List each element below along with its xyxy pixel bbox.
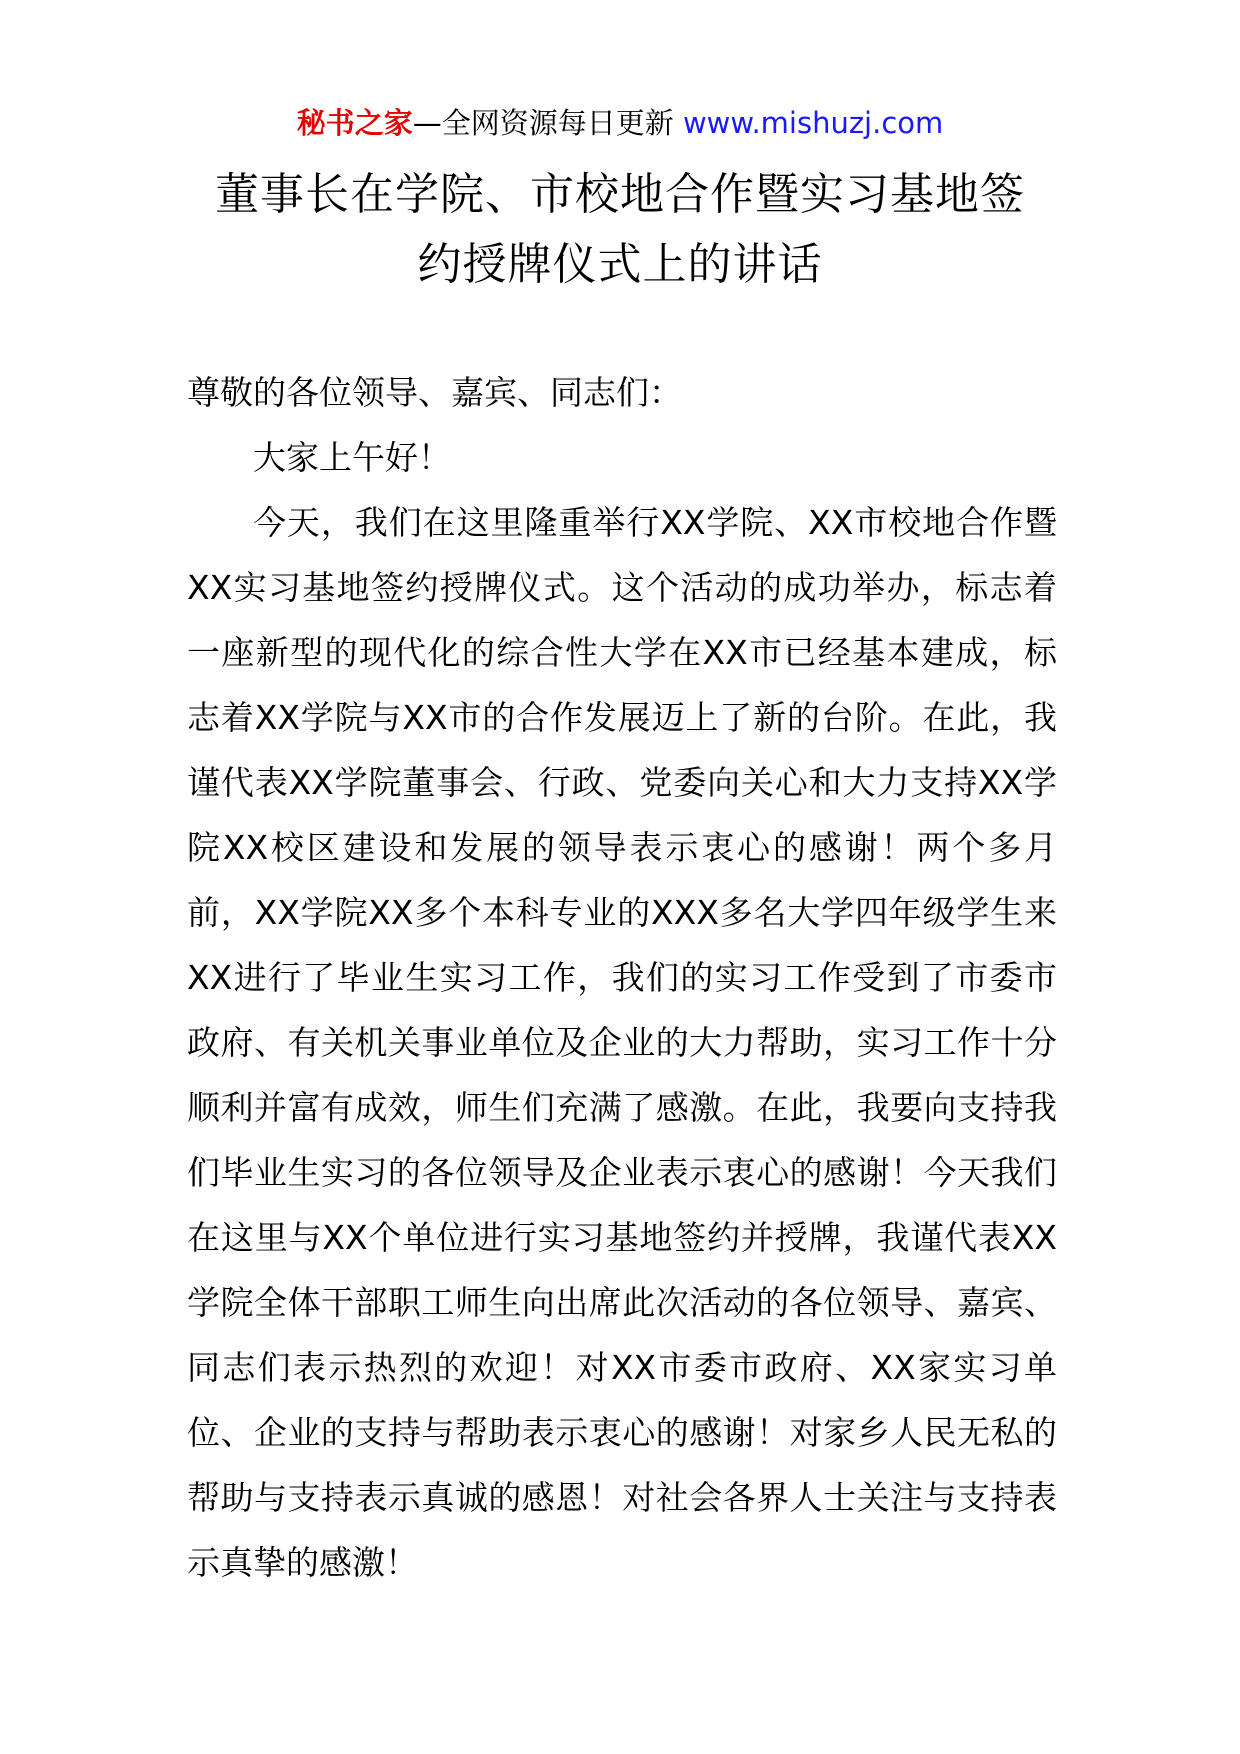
- header-tagline: —全网资源每日更新: [412, 106, 683, 140]
- site-header: [0, 100, 1240, 146]
- greeting: 大家上午好！: [253, 438, 451, 477]
- salutation: 尊敬的各位领导、嘉宾、同志们：: [187, 373, 682, 412]
- brand-name: 秘书之家: [296, 106, 413, 140]
- title-line-1: 董事长在学院、市校地合作暨实习基地签: [215, 169, 1025, 220]
- title-line-2: 约授牌仪式上的讲话: [417, 239, 823, 290]
- main-paragraph: 今天，我们在这里隆重举行XX学院、XX市校地合作暨XX实习基地签约授牌仪式。这个活动的成功举办，标志着一座新型的现代化的综合性大学在XX市已经基本建成，标志着XX学院与XX市的合作发展迈上了新的台阶。在此，我谨代表XX学院董事会、行政、党委向关心和大力支持XX学院XX校区建设和发展的领导表示衷心的感谢！两个多月前，XX学院XX多个本科专业的XXX多名大学四年级学生来XX进行了毕业生实习工作，我们的实习工作受到了市委市政府、有关机关事业单位及企业的大力帮助，实习工作十分顺利并富有成效，师生们充满了感激。在此，我要向支持我们毕业生实习的各位领导及企业表示衷心的感谢！今天我们在这里与XX个单位进行实习基地签约并授牌，我谨代表XX学院全体干部职工师生向出席此次活动的各位领导、嘉宾、同志们表示热烈的欢迎！对XX市委市政府、XX家实习单位、企业的支持与帮助表示衷心的感谢！对家乡人民无私的帮助与支持表示真诚的感恩！对社会各界人士关注与支持表示真挚的感激！: [187, 503, 1057, 1582]
- site-url-link[interactable]: www.mishuzj.com: [682, 106, 944, 140]
- document-body: [187, 360, 1057, 1595]
- document-title: [180, 160, 1060, 300]
